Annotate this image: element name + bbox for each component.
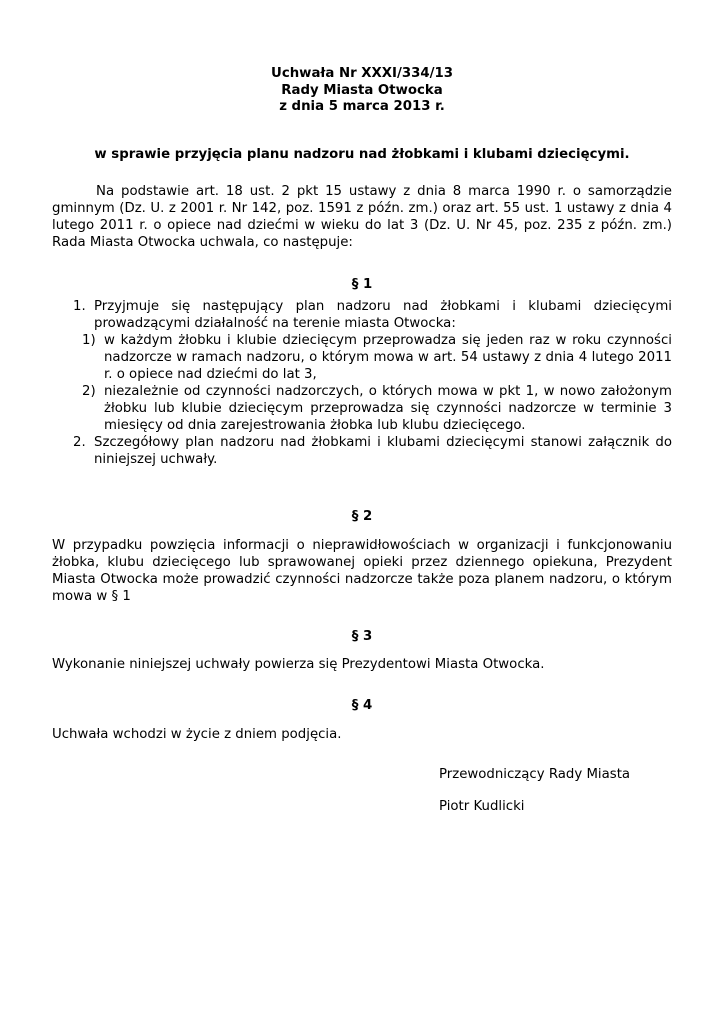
- section-1-heading: § 1: [351, 276, 373, 292]
- sub-item: [82, 383, 672, 434]
- section-3-heading: § 3: [351, 628, 373, 644]
- section-1-item: [52, 434, 672, 468]
- resolution-subject: w sprawie przyjęcia planu nadzoru nad żłobkami i klubami dziecięcymi.: [94, 146, 630, 162]
- resolution-title: Uchwała Nr XXXI/334/13: [271, 66, 453, 81]
- sub-item-text: niezależnie od czynności nadzorczych, o których mowa w pkt 1, w nowo założonym żłobku lub klubie dziecięcym przeprowadza się czynności nadzorcze w terminie 3 miesięcy od dnia zarejestrowania żłobka lub klubu dziecięcego.: [104, 383, 672, 433]
- signatory-role: Przewodniczący Rady Miasta: [439, 767, 631, 782]
- sub-item-text: w każdym żłobku i klubie dziecięcym przeprowadza się jeden raz w roku czynności nadzorcze w ramach nadzoru, o którym mowa w art. 54 ustawy z dnia 4 lutego 2011 r. o opiece nad dziećmi do lat 3,: [104, 332, 672, 382]
- sub-item-number: 1): [82, 332, 96, 348]
- sub-item: [82, 332, 672, 383]
- item-number: 2.: [73, 434, 86, 450]
- preamble-paragraph: Na podstawie art. 18 ust. 2 pkt 15 ustawy z dnia 8 marca 1990 r. o samorządzie gminnym (Dz. U. z 2001 r. Nr 142, poz. 1591 z późn. zm.) oraz art. 55 ust. 1 ustawy z dnia 4 lutego 2011 r. o opiece nad dziećmi w wieku do lat 3 (Dz. U. Nr 45, poz. 235 z późn. zm.) Rada Miasta Otwocka uchwala, co następuje:: [52, 183, 672, 250]
- item-text: Przyjmuje się następujący plan nadzoru nad żłobkami i klubami dziecięcymi prowadzącymi działalność na terenie miasta Otwocka:: [94, 298, 672, 331]
- signature-block: [439, 766, 630, 815]
- section-4-heading: § 4: [351, 697, 373, 713]
- section-2-text: W przypadku powzięcia informacji o nieprawidłowościach w organizacji i funkcjonowaniu żłobka, klubu dziecięcego lub sprawowanej opieki przez dziennego opiekuna, Prezydent Miasta Otwocka może prowadzić czynności nadzorcze także poza planem nadzoru, o którym mowa w § 1: [52, 537, 672, 604]
- signatory-name: Piotr Kudlicki: [439, 799, 525, 814]
- section-2-heading: § 2: [351, 508, 373, 524]
- section-1-list: [52, 298, 672, 468]
- document-header: [52, 66, 672, 116]
- resolution-document: [52, 66, 672, 743]
- sub-item-number: 2): [82, 383, 96, 399]
- council-name: Rady Miasta Otwocka: [281, 82, 443, 98]
- section-4-text: Uchwała wchodzi w życie z dniem podjęcia.: [52, 726, 342, 742]
- item-number: 1.: [73, 298, 86, 314]
- section-1-item: [52, 298, 672, 434]
- item-text: Szczegółowy plan nadzoru nad żłobkami i klubami dziecięcymi stanowi załącznik do niniejszej uchwały.: [94, 434, 672, 467]
- section-3-text: Wykonanie niniejszej uchwały powierza się Prezydentowi Miasta Otwocka.: [52, 656, 545, 672]
- section-1-sublist: [82, 332, 672, 434]
- resolution-date: z dnia 5 marca 2013 r.: [279, 99, 445, 114]
